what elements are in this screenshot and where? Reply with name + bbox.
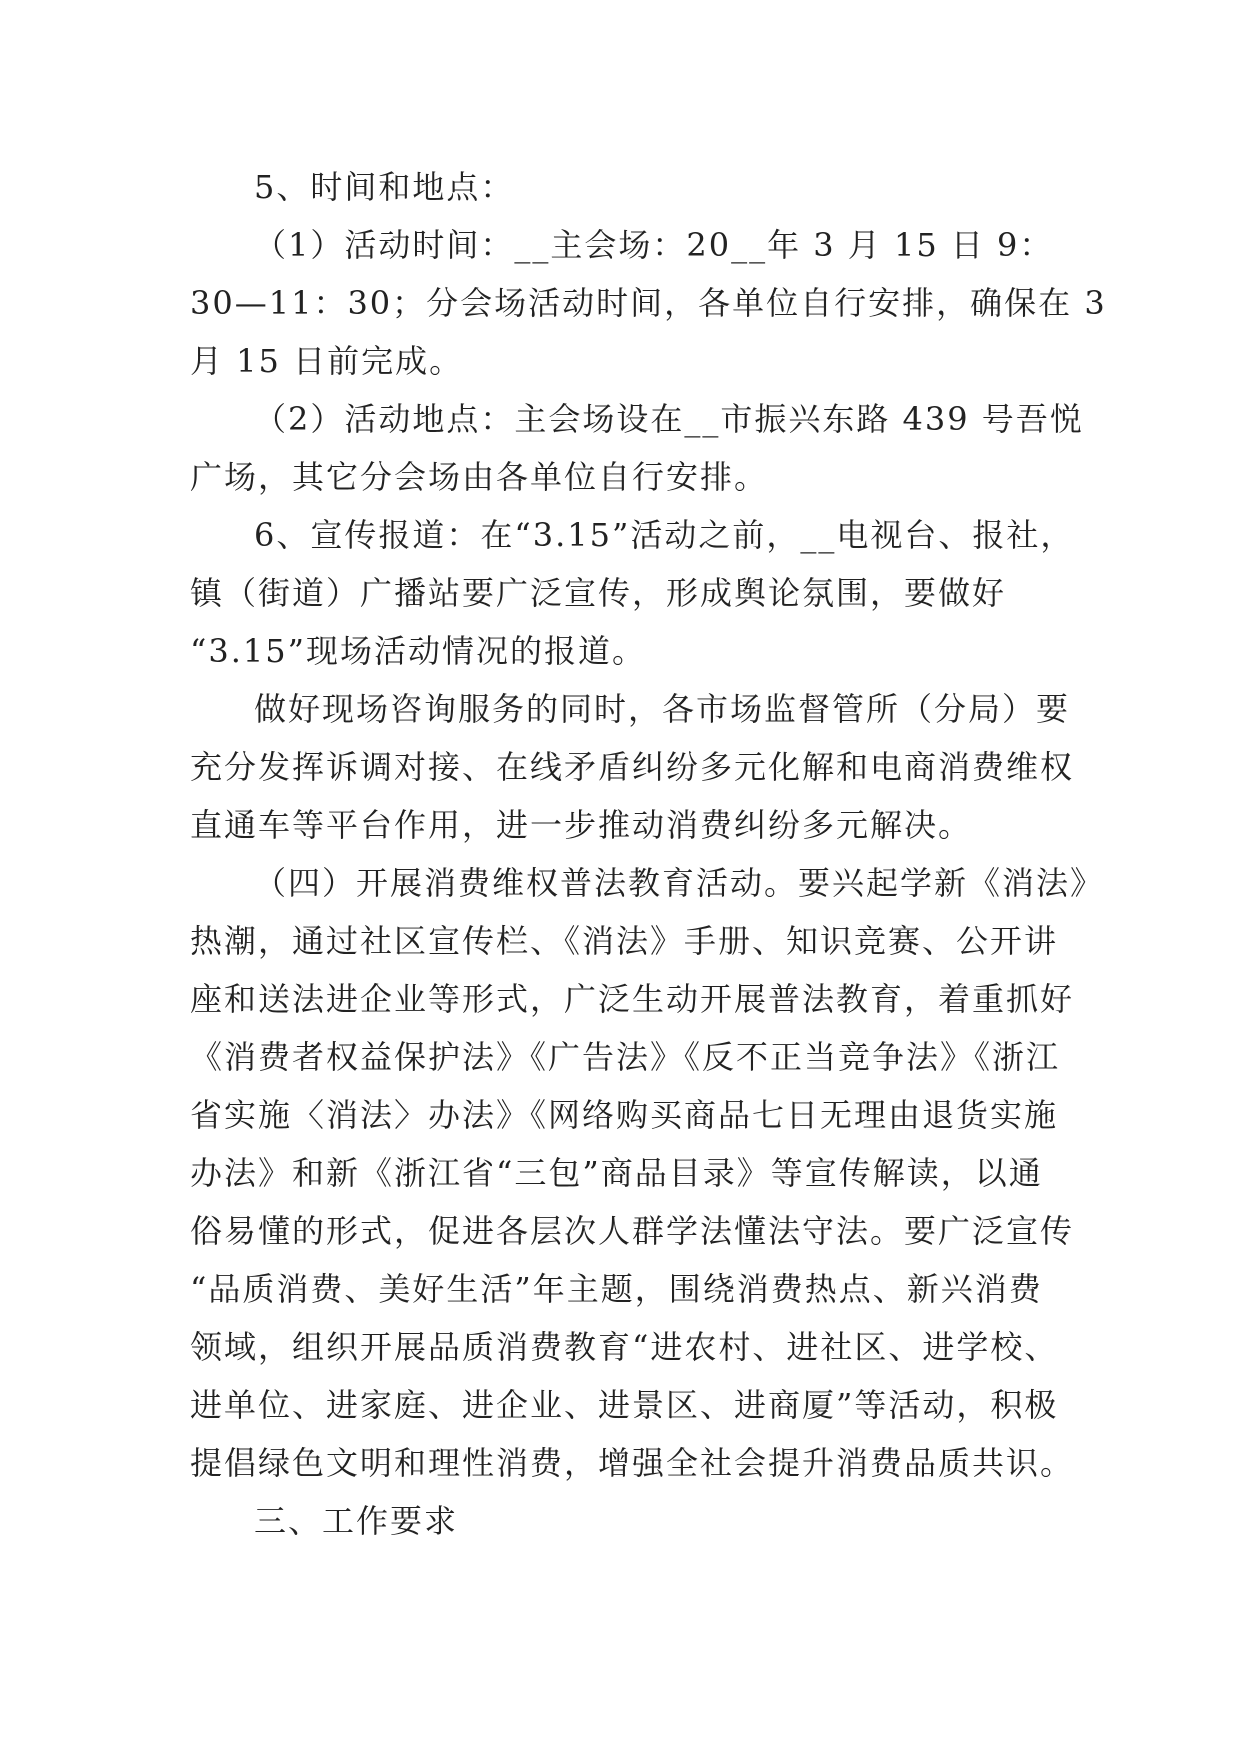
paragraph-line: 镇（街道）广播站要广泛宣传，形成舆论氛围，要做好 [190, 574, 1007, 612]
paragraph-line: （2）活动地点：主会场设在__市振兴东路 439 号吾悦 [254, 400, 1084, 438]
paragraph-line: 领域，组织开展品质消费教育“进农村、进社区、进学校、 [190, 1328, 1059, 1366]
section-heading-publicity: 6、宣传报道：在“3.15”活动之前，__电视台、报社， [254, 516, 1075, 554]
paragraph-line: （1）活动时间：__主会场：20__年 3 月 15 日 9： [254, 226, 1054, 264]
paragraph-line: 《消费者权益保护法》《广告法》《反不正当竞争法》《浙江 [190, 1038, 1061, 1076]
paragraph-line: “品质消费、美好生活”年主题，围绕消费热点、新兴消费 [190, 1270, 1043, 1308]
paragraph-line: 办法》和新《浙江省“三包”商品目录》等宣传解读，以通 [190, 1154, 1043, 1192]
paragraph-line: “3.15”现场活动情况的报道。 [190, 632, 646, 670]
paragraph-line: 座和送法进企业等形式，广泛生动开展普法教育，着重抓好 [190, 980, 1075, 1018]
paragraph-line: 提倡绿色文明和理性消费，增强全社会提升消费品质共识。 [190, 1444, 1075, 1482]
paragraph-line: 广场，其它分会场由各单位自行安排。 [190, 458, 769, 496]
section-heading-education: （四）开展消费维权普法教育活动。要兴起学新《消法》 [254, 864, 1105, 902]
paragraph-line: 做好现场咨询服务的同时，各市场监督管所（分局）要 [254, 690, 1071, 728]
paragraph-line: 省实施〈消法〉办法》《网络购买商品七日无理由退货实施 [190, 1096, 1059, 1134]
paragraph-line: 俗易懂的形式，促进各层次人群学法懂法守法。要广泛宣传 [190, 1212, 1075, 1250]
paragraph-line: 热潮，通过社区宣传栏、《消法》手册、知识竞赛、公开讲 [190, 922, 1059, 960]
paragraph-line: 月 15 日前完成。 [190, 342, 464, 380]
section-heading-requirements: 三、工作要求 [254, 1502, 459, 1540]
paragraph-line: 直通车等平台作用，进一步推动消费纠纷多元解决。 [190, 806, 973, 844]
paragraph-line: 进单位、进家庭、进企业、进景区、进商厦”等活动，积极 [190, 1386, 1059, 1424]
section-heading-time-place: 5、时间和地点： [254, 168, 515, 206]
paragraph-line: 充分发挥诉调对接、在线矛盾纠纷多元化解和电商消费维权 [190, 748, 1075, 786]
paragraph-line: 30—11：30；分会场活动时间，各单位自行安排，确保在 3 [190, 284, 1107, 322]
